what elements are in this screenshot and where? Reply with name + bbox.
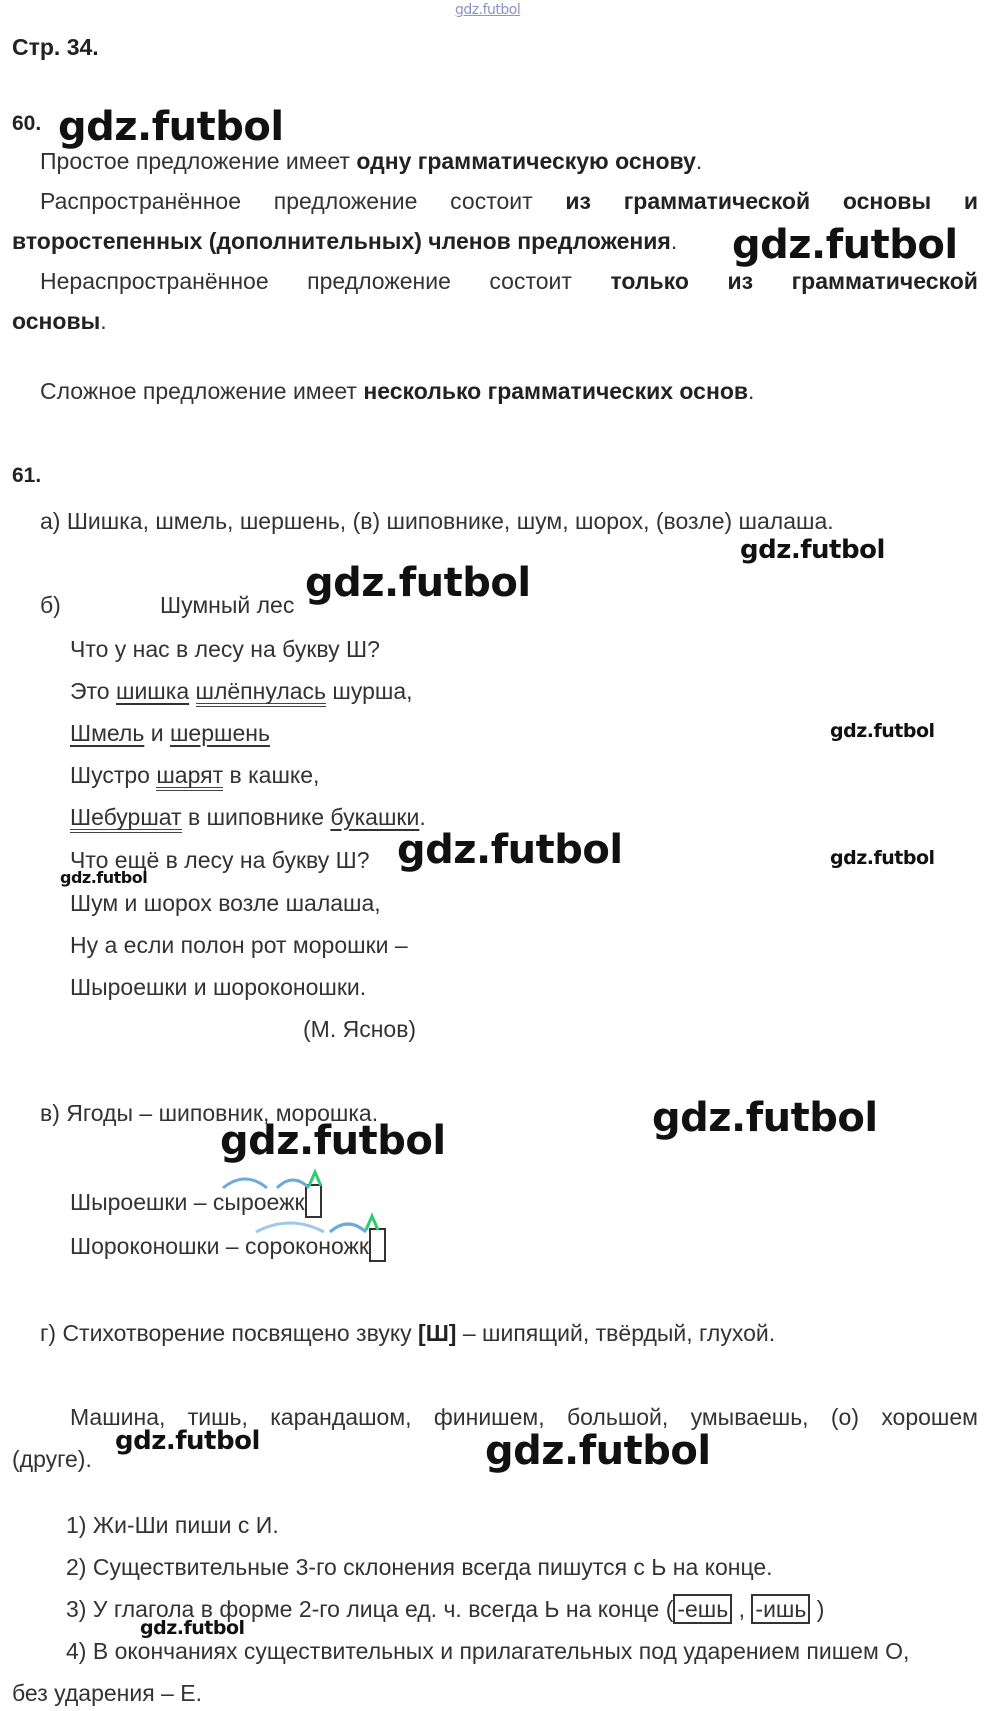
watermark: gdz.futbol xyxy=(305,560,531,606)
poem-line-2 xyxy=(70,676,413,707)
subject-word: шершень xyxy=(169,720,270,746)
task-60-paragraph-3-line-2 xyxy=(12,306,107,336)
text: Сложное предложение имеет xyxy=(40,378,364,404)
text: в шиповнике xyxy=(181,804,331,830)
task-60-paragraph-2-line-1 xyxy=(40,186,978,216)
text: . xyxy=(100,308,107,334)
word: предложение xyxy=(273,188,418,214)
words-line-2: (друге). xyxy=(12,1446,92,1472)
bold-word: и xyxy=(963,188,978,214)
watermark: gdz.futbol xyxy=(830,720,935,742)
task-60-paragraph-4 xyxy=(40,376,754,406)
bold-word: основы xyxy=(842,188,932,214)
poem-line-4 xyxy=(70,760,319,791)
predicate-word: шлёпнулась xyxy=(196,679,327,707)
text: Шороконошки – xyxy=(70,1233,245,1259)
word: состоит xyxy=(489,268,572,294)
text: 3) У глагола в форме 2-го лица ед. ч. всегда Ь на конце ( xyxy=(66,1596,674,1622)
task-61-number: 61. xyxy=(12,464,42,487)
poem-line-6: Что ещё в лесу на букву Ш? xyxy=(70,847,370,873)
page-reference: Стр. 34. xyxy=(12,34,99,60)
poem-line-5 xyxy=(70,802,426,833)
stress-mark xyxy=(366,1216,378,1230)
root-arc-2 xyxy=(277,1180,309,1188)
text: и xyxy=(144,720,170,746)
text: в кашке, xyxy=(223,762,320,788)
text: . xyxy=(695,148,703,174)
bold-word: грамматической xyxy=(623,188,811,214)
word: Нераспространённое xyxy=(40,268,269,294)
subject-word: букашки xyxy=(330,804,420,830)
watermark: gdz.futbol xyxy=(485,1428,711,1474)
task-60-paragraph-3-line-1 xyxy=(40,266,978,296)
word: предложение xyxy=(307,268,451,294)
bold-word: только xyxy=(610,268,689,294)
bold-word: из xyxy=(565,188,591,214)
text: Это xyxy=(70,678,116,704)
text: , xyxy=(732,1596,752,1622)
watermark: gdz.futbol xyxy=(740,535,885,565)
stress-mark xyxy=(309,1172,321,1186)
text: . xyxy=(419,804,426,830)
rule-1: 1) Жи-Ши пиши с И. xyxy=(66,1512,279,1538)
watermark: gdz.futbol xyxy=(60,868,148,887)
text: Простое предложение имеет xyxy=(40,148,357,174)
ending-box: -ешь xyxy=(673,1594,732,1624)
text: Шустро xyxy=(70,762,157,788)
subject-word: Шмель xyxy=(70,720,145,746)
text: – шипящий, твёрдый, глухой. xyxy=(456,1320,776,1346)
morpheme-arcs-1 xyxy=(215,1166,355,1196)
root-arc-1 xyxy=(223,1179,267,1188)
task-61-part-a: а) Шишка, шмель, шершень, (в) шиповнике, шум, шорох, (возле) шалаша. xyxy=(40,508,834,534)
watermark-top[interactable]: gdz.futbol xyxy=(455,2,521,18)
sound-notation: [Ш] xyxy=(418,1320,457,1346)
bold-text: основы xyxy=(12,308,101,334)
poem-line-8: Ну а если полон рот морошки – xyxy=(70,932,408,958)
text: шурша, xyxy=(326,678,413,704)
watermark: gdz.futbol xyxy=(830,847,935,869)
morpheme-arcs-2 xyxy=(250,1210,400,1240)
watermark: gdz.futbol xyxy=(732,222,958,268)
predicate-word: Шебуршат xyxy=(70,805,182,833)
word: состоит xyxy=(450,188,533,214)
task-61-part-v: в) Ягоды – шиповник, морошка. xyxy=(40,1100,379,1126)
poem-line-3 xyxy=(70,718,270,748)
task-61-part-b-label: б) xyxy=(40,592,61,618)
watermark: gdz.futbol xyxy=(397,827,623,873)
task-61-part-g xyxy=(40,1318,775,1348)
bold-text: второстепенных (дополнительных) членов предложения xyxy=(12,228,671,254)
analyzed-word: сороконожк xyxy=(245,1233,369,1259)
watermark: gdz.futbol xyxy=(140,1617,245,1639)
task-60-paragraph-2-line-2 xyxy=(12,226,677,256)
poem-author: (М. Яснов) xyxy=(303,1016,417,1042)
rule-4-line-1: 4) В окончаниях существительных и прилагательных под ударением пишем О, xyxy=(66,1638,910,1664)
task-60-number: 60. xyxy=(12,112,42,135)
bold-word: грамматической xyxy=(791,268,978,294)
rule-4-line-2: без ударения – Е. xyxy=(12,1680,202,1706)
watermark: gdz.futbol xyxy=(115,1426,260,1456)
root-arc-2 xyxy=(330,1224,366,1232)
analyzed-word: сыроежк xyxy=(212,1189,305,1215)
subject-word: шишка xyxy=(116,678,190,704)
ending-box: -ишь xyxy=(751,1594,810,1624)
bold-text: одну грамматическую основу xyxy=(356,148,696,174)
predicate-word: шарят xyxy=(156,763,223,791)
word: Распространённое xyxy=(40,188,242,214)
poem-line-9: Шыроешки и шороконошки. xyxy=(70,974,367,1000)
poem-title: Шумный лес xyxy=(160,592,295,618)
watermark: gdz.futbol xyxy=(652,1095,878,1141)
poem-line-1: Что у нас в лесу на букву Ш? xyxy=(70,636,380,662)
task-60-paragraph-1 xyxy=(40,146,702,176)
watermark: gdz.futbol xyxy=(220,1118,446,1164)
poem-line-7: Шум и шорох возле шалаша, xyxy=(70,890,381,916)
text: Шыроешки – xyxy=(70,1189,213,1215)
watermark: gdz.futbol xyxy=(58,104,284,150)
bold-word: из xyxy=(727,268,754,294)
text: г) Стихотворение посвящено звуку xyxy=(40,1320,419,1346)
text: ) xyxy=(810,1596,825,1622)
text: . xyxy=(670,228,678,254)
root-arc-1 xyxy=(256,1223,324,1232)
words-line-1: Машина, тишь, карандашом, финишем, большой, умываешь, (о) хорошем xyxy=(70,1404,978,1430)
rule-2: 2) Существительные 3-го склонения всегда пишутся с Ь на конце. xyxy=(66,1554,773,1580)
bold-text: несколько грамматических основ xyxy=(363,378,749,404)
text: . xyxy=(748,378,755,404)
